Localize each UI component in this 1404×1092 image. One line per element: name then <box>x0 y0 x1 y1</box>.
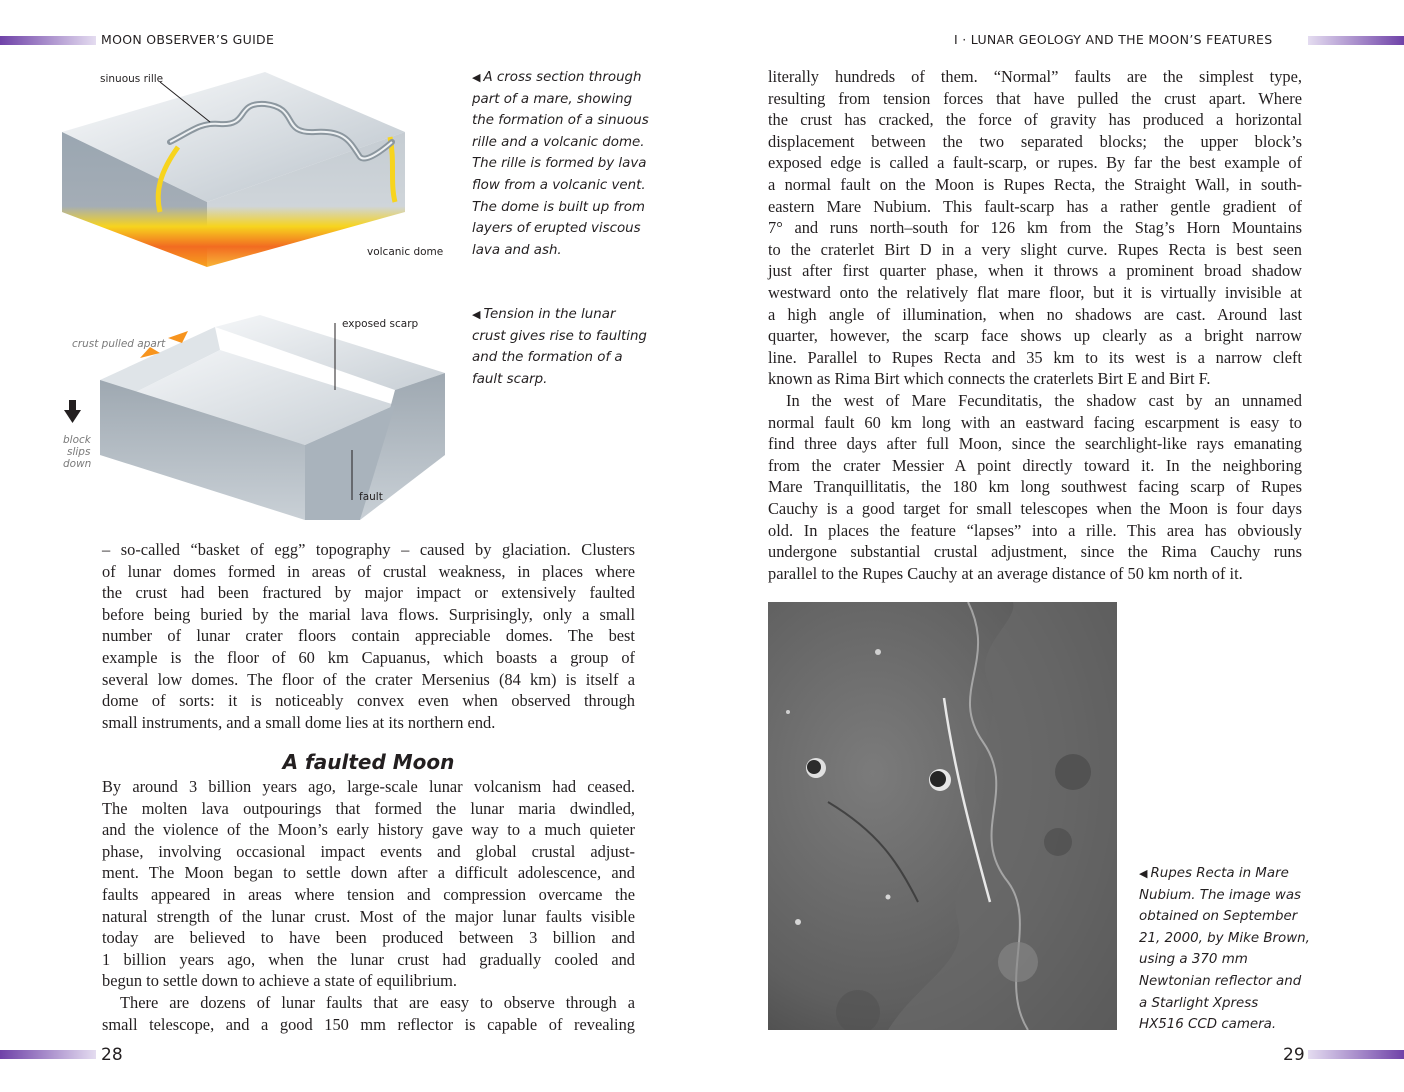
figure1-caption: ◀ A cross section through part of a mare, showing the formation of a sinuous rille and a volcanic dome. The rille is formed by lava flow from a volcanic vent. The dome is built up from layers of erupted viscous lava and ash. <box>472 70 649 258</box>
header-bar-right <box>1308 36 1404 45</box>
footer-bar-right <box>1308 1050 1404 1059</box>
right-paragraph-1: literally hundreds of them. “Normal” faults are the simplest type, resulting from tension forces that have pulled the crust apart. Where the crust has cracked, the force of gravity has produced a horizontal displacement between the two separated blocks; the upper block’s exposed edge is called a fault-scarp, or rupes. By far the best example of a normal fault on the Moon is Rupes Recta, the Straight Wall, in south- eastern Mare Nubium. This fault-scarp has a rather gentle gradient of 7° and runs north–south for 126 km from the Stag’s Horn Mountains to the craterlet Birt D in a very slight curve. Rupes Recta is best seen just after first quarter phase, when it throws a prominent broad shadow westward onto the relatively flat mare floor, but it is virtually invisible at a high angle of illumination, when no shadows are cast. Around last quarter, however, the scarp face shows up clearly as a bright narrow line. Parallel to Rupes Recta and 35 km to its west is a narrow cleft known as Rima Birt which connects the craterlets Birt E and Birt F. <box>768 67 1302 389</box>
left-paragraph-3: There are dozens of lunar faults that are easy to observe through a small telescope, and a good 150 mm reflector is capable of revealing <box>102 993 635 1034</box>
label-block-3: down <box>63 458 92 470</box>
caption-arrow-icon: ◀ <box>1139 867 1148 880</box>
label-fault: fault <box>359 491 383 503</box>
fault-scarp-diagram <box>60 305 460 525</box>
caption-arrow-icon: ◀ <box>472 71 481 84</box>
label-volcanic-dome: volcanic dome <box>367 246 444 258</box>
label-block-1: block <box>63 434 91 446</box>
rille-dome-diagram <box>60 62 460 277</box>
label-block-2: slips <box>67 446 91 458</box>
photo-caption: ◀ Rupes Recta in Mare Nubium. The image was obtained on September 21, 2000, by Mike Brown, using a 370 mm Newtonian reflector and a Starlight Xpress HX516 CCD camera. <box>1139 866 1310 1033</box>
left-paragraph-1: – so-called “basket of egg” topography – caused by glaciation. Clusters of lunar domes formed in areas of crustal weakness, in places where the crust had been fractured by major impact or extensively faulted before being buried by the marial lava flows. Surprisingly, only a small number of lunar crater floors contain appreciable domes. The best example is the floor of 60 km Capuanus, which boasts a group of several low domes. The floor of the crater Mersenius (84 km) is itself a dome of sorts: it is noticeably convex even when observed through small instruments, and a small dome lies at its northern end. <box>102 540 635 732</box>
label-crust-pulled-apart: crust pulled apart <box>72 338 166 350</box>
page-number-left: 28 <box>101 1045 123 1065</box>
section-heading: A faulted Moon <box>282 750 455 774</box>
label-sinuous-rille: sinuous rille <box>100 73 164 85</box>
rupes-recta-photo <box>768 602 1117 1030</box>
footer-bar-left <box>0 1050 96 1059</box>
running-head-left: MOON OBSERVER’S GUIDE <box>101 32 275 47</box>
figure2-caption: ◀ Tension in the lunar crust gives rise to faulting and the formation of a fault scarp. <box>472 307 647 387</box>
right-paragraph-2: In the west of Mare Fecunditatis, the shadow cast by an unnamed normal fault 60 km long with an eastward facing escarpment is easy to find three days after full Moon, since the searchlight-like rays emanating from the crater Messier A point directly toward it. In the neighboring Mare Tranquillitatis, the 180 km long southwest facing scarp of Rupes Cauchy is a good target for small telescopes when the Moon is four days old. In places the feature “lapses” into a rille. This area has obviously undergone substantial crustal adjustment, since the Rima Cauchy runs parallel to the Rupes Cauchy at an average distance of 50 km north of it. <box>768 391 1302 583</box>
label-exposed-scarp: exposed scarp <box>342 318 419 330</box>
running-head-right: I · LUNAR GEOLOGY AND THE MOON’S FEATURES <box>954 32 1273 47</box>
caption-arrow-icon: ◀ <box>472 308 481 321</box>
page-number-right: 29 <box>1283 1045 1305 1065</box>
left-paragraph-2: By around 3 billion years ago, large-scale lunar volcanism had ceased. The molten lava outpourings that formed the lunar maria dwindled, and the violence of the Moon’s early history gave way to a much quieter phase, involving occasional impact events and global crustal adjust- ment. The Moon began to settle down after a difficult adolescence, and faults appeared in areas where tension and compression overcame the natural strength of the lunar crust. Most of the major lunar faults visible today are believed to have been produced between 3 billion and 1 billion years ago, when the lunar crust had gradually cooled and begun to settle down to achieve a state of equilibrium. <box>102 777 635 991</box>
header-bar-left <box>0 36 96 45</box>
